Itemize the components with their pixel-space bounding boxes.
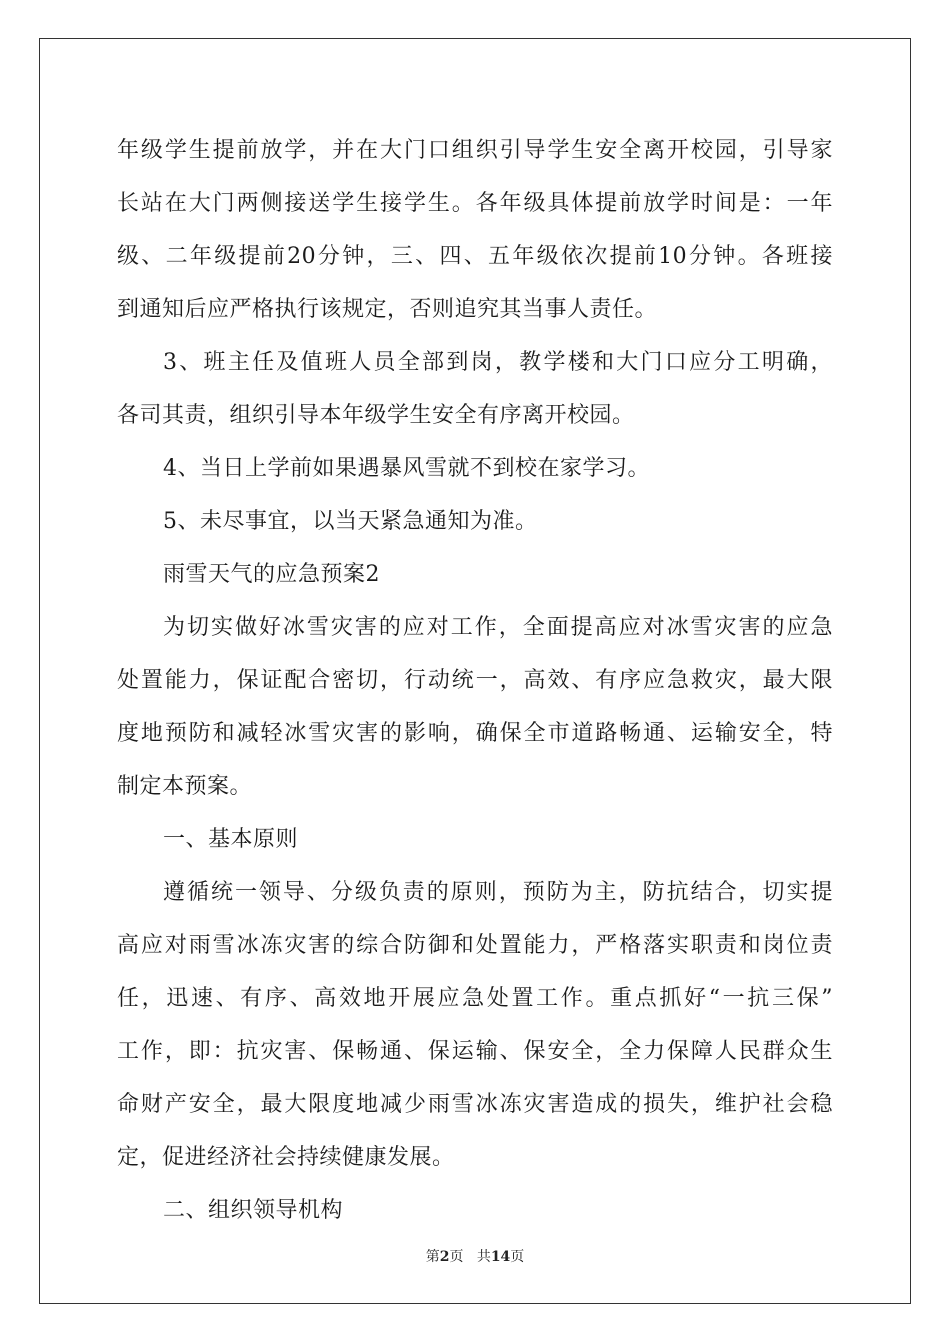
paragraph-line: 度地预防和减轻冰雪灾害的影响，确保全市道路畅通、运输安全，特 bbox=[117, 721, 833, 746]
paragraph-line: 5、未尽事宜，以当天紧急通知为准。 bbox=[163, 509, 538, 534]
paragraph-line: 高应对雨雪冰冻灾害的综合防御和处置能力，严格落实职责和岗位责 bbox=[117, 933, 833, 958]
section-heading: 二、组织领导机构 bbox=[163, 1198, 344, 1223]
total-prefix: 共 bbox=[476, 1249, 491, 1265]
total-pages: 14 bbox=[490, 1249, 511, 1265]
paragraph-line: 各司其责，组织引导本年级学生安全有序离开校园。 bbox=[117, 403, 635, 428]
paragraph-line: 为切实做好冰雪灾害的应对工作，全面提高应对冰雪灾害的应急 bbox=[163, 615, 833, 640]
page-footer bbox=[0, 1246, 950, 1266]
paragraph-line: 处置能力，保证配合密切，行动统一，高效、有序应急救灾，最大限 bbox=[117, 668, 833, 693]
page-prefix: 第 bbox=[425, 1249, 440, 1265]
section-heading: 一、基本原则 bbox=[163, 827, 299, 852]
page-suffix: 页 bbox=[449, 1249, 464, 1265]
paragraph-line: 4、当日上学前如果遇暴风雪就不到校在家学习。 bbox=[163, 456, 650, 481]
paragraph-line: 命财产安全，最大限度地减少雨雪冰冻灾害造成的损失，维护社会稳 bbox=[117, 1092, 833, 1117]
paragraph-line: 制定本预案。 bbox=[117, 774, 253, 799]
paragraph-line: 定，促进经济社会持续健康发展。 bbox=[117, 1145, 455, 1170]
paragraph-line: 任，迅速、有序、高效地开展应急处置工作。重点抓好“一抗三保” bbox=[117, 986, 833, 1011]
paragraph-line: 长站在大门两侧接送学生接学生。各年级具体提前放学时间是：一年 bbox=[117, 191, 833, 216]
paragraph-line: 到通知后应严格执行该规定，否则追究其当事人责任。 bbox=[117, 297, 658, 322]
document-body bbox=[117, 124, 833, 1237]
paragraph-line: 3、班主任及值班人员全部到岗，教学楼和大门口应分工明确， bbox=[163, 350, 833, 375]
page-number: 2 bbox=[439, 1249, 450, 1265]
paragraph-line: 工作，即：抗灾害、保畅通、保运输、保安全，全力保障人民群众生 bbox=[117, 1039, 833, 1064]
paragraph-line: 遵循统一领导、分级负责的原则，预防为主，防抗结合，切实提 bbox=[163, 880, 833, 905]
total-suffix: 页 bbox=[510, 1249, 525, 1265]
section-title: 雨雪天气的应急预案2 bbox=[163, 562, 380, 587]
paragraph-line: 级、二年级提前20分钟，三、四、五年级依次提前10分钟。各班接 bbox=[117, 244, 833, 269]
paragraph-line: 年级学生提前放学，并在大门口组织引导学生安全离开校园，引导家 bbox=[117, 138, 833, 163]
